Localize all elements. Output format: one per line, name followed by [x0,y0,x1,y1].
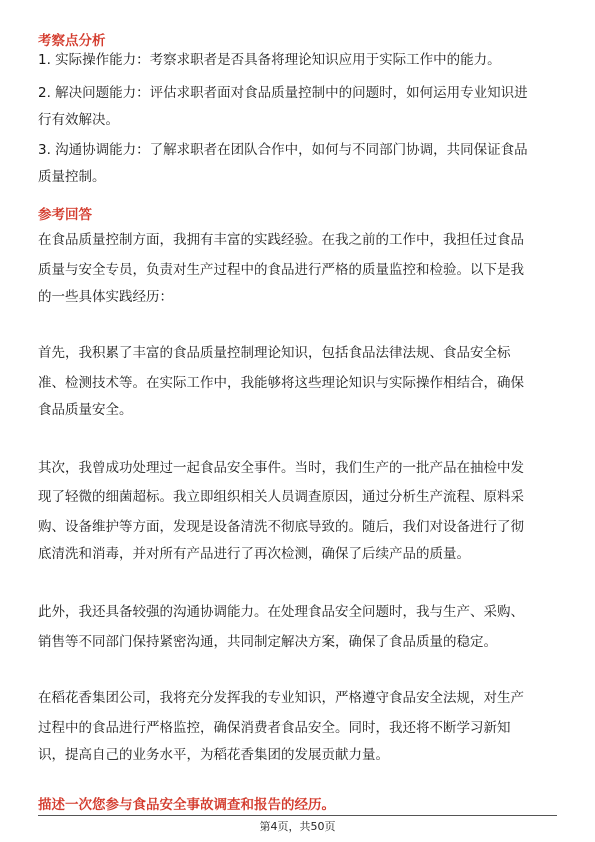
answer-line: 销售等不同部门保持紧密沟通，共同制定解决方案，确保了食品质量的稳定。 [38,634,497,650]
answer-line: 过程中的食品进行严格监控，确保消费者食品安全。同时，我还将不断学习新知 [38,720,511,736]
answer-line: 准、检测技术等。在实际工作中，我能够将这些理论知识与实际操作相结合，确保 [38,375,524,391]
answer-line: 质量与安全专员，负责对生产过程中的食品进行严格的质量监控和检验。以下是我 [38,262,524,278]
answer-line: 其次，我曾成功处理过一起食品安全事件。当时，我们生产的一批产品在抽检中发 [38,460,524,476]
answer-heading: 参考回答 [38,207,92,223]
answer-line: 首先，我积累了丰富的食品质量控制理论知识，包括食品法律法规、食品安全标 [38,345,511,361]
answer-line: 现了轻微的细菌超标。我立即组织相关人员调查原因，通过分析生产流程、原料采 [38,489,524,505]
footer-divider [38,815,557,816]
answer-line: 食品质量安全。 [38,402,133,418]
answer-line: 购、设备维护等方面，发现是设备清洗不彻底导致的。随后，我们对设备进行了彻 [38,519,524,535]
answer-line: 识，提高自己的业务水平，为稻花香集团的发展贡献力量。 [38,747,389,763]
analysis-line: 1. 实际操作能力：考察求职者是否具备将理论知识应用于实际工作中的能力。 [38,52,501,68]
analysis-heading: 考察点分析 [38,33,106,49]
answer-line: 在食品质量控制方面，我拥有丰富的实践经验。在我之前的工作中，我担任过食品 [38,232,524,248]
next-question: 描述一次您参与食品安全事故调查和报告的经历。 [38,797,335,813]
analysis-line: 质量控制。 [38,169,106,185]
analysis-line: 行有效解决。 [38,112,119,128]
answer-line: 的一些具体实践经历： [38,289,173,305]
answer-line: 此外，我还具备较强的沟通协调能力。在处理食品安全问题时，我与生产、采购、 [38,604,524,620]
analysis-line: 2. 解决问题能力：评估求职者面对食品质量控制中的问题时，如何运用专业知识进 [38,85,528,101]
analysis-line: 3. 沟通协调能力：了解求职者在团队合作中，如何与不同部门协调，共同保证食品 [38,142,528,158]
answer-line: 底清洗和消毒，并对所有产品进行了再次检测，确保了后续产品的质量。 [38,546,470,562]
answer-line: 在稻花香集团公司，我将充分发挥我的专业知识，严格遵守食品安全法规，对生产 [38,690,524,706]
page-number: 第4页，共50页 [259,820,336,833]
